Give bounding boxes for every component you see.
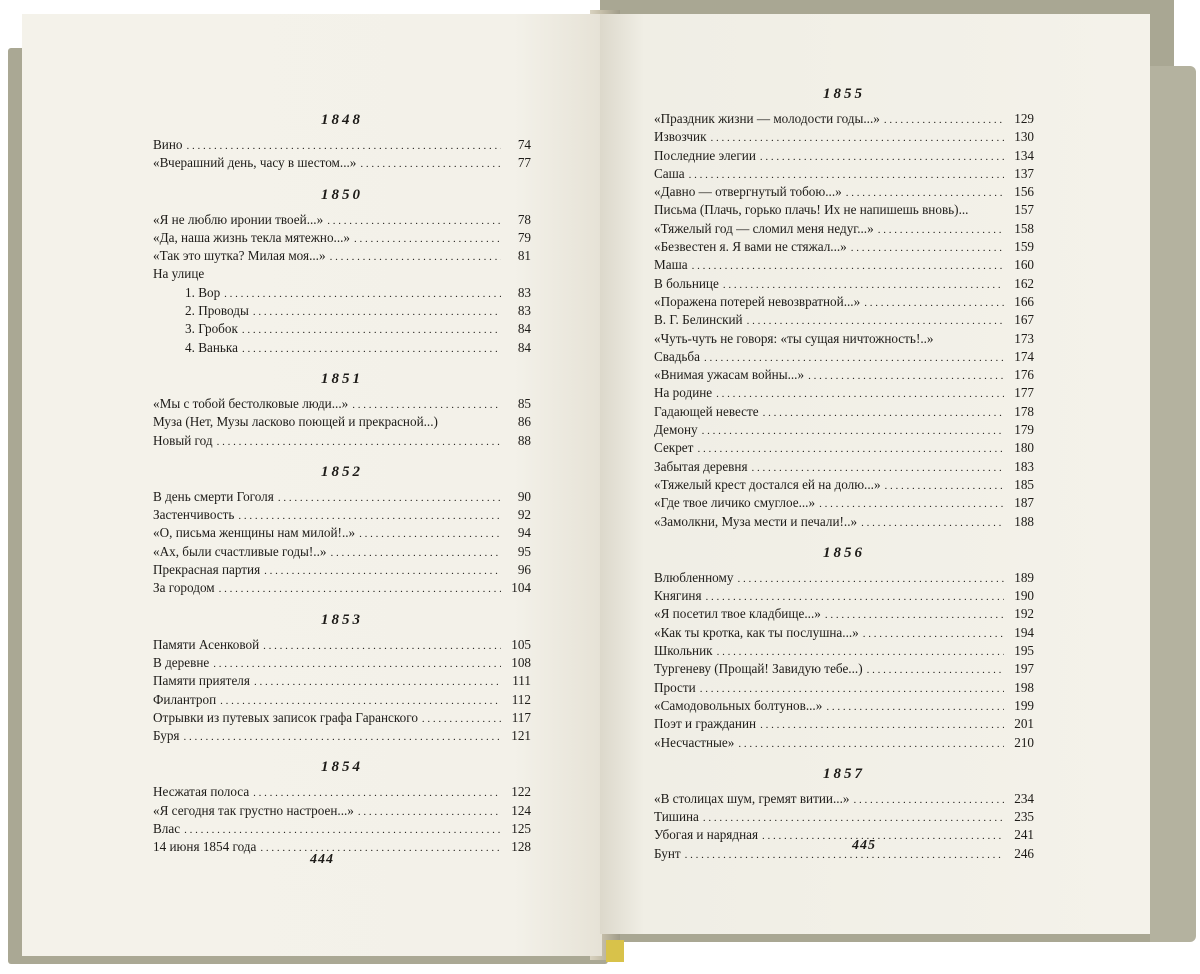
dot-leader xyxy=(331,544,502,562)
section-gap xyxy=(153,598,531,608)
toc-entry-page: 104 xyxy=(511,580,531,596)
toc-entry xyxy=(654,845,1034,863)
toc-entry xyxy=(654,458,1034,476)
toc-entry xyxy=(654,403,1034,421)
toc-entry-title: Несжатая полоса xyxy=(153,784,250,800)
toc-entry-page: 128 xyxy=(511,839,531,855)
toc-entry-page: 167 xyxy=(1014,312,1034,328)
toc-entry-page: 188 xyxy=(1014,513,1034,529)
right-page-contents xyxy=(654,82,1034,863)
toc-entry xyxy=(153,691,531,709)
toc-entry-title: Извозчик xyxy=(654,129,707,145)
toc-entry-title: 4. Ванька xyxy=(185,339,238,355)
dot-leader xyxy=(327,212,501,230)
toc-entry-title: На улице xyxy=(153,266,205,282)
toc-entry-page: 74 xyxy=(517,137,531,152)
dot-leader xyxy=(278,489,501,507)
toc-entry xyxy=(153,211,531,229)
toc-entry-title: Прости xyxy=(654,679,696,695)
toc-entry-page: 160 xyxy=(1014,257,1034,273)
toc-entry-page: 201 xyxy=(1014,716,1034,732)
toc-entry xyxy=(153,339,531,357)
dot-leader xyxy=(242,340,501,358)
toc-entry-page: 79 xyxy=(517,229,531,245)
toc-entry xyxy=(654,605,1034,623)
toc-entry xyxy=(153,229,531,247)
toc-entry-page: 77 xyxy=(517,155,531,171)
section-gap xyxy=(153,173,531,183)
year-heading: 1850 xyxy=(321,186,363,203)
year-heading: 1857 xyxy=(823,765,865,782)
toc-entry-title: «О, письма женщины нам милой!..» xyxy=(153,525,356,541)
year-heading: 1852 xyxy=(321,463,363,480)
toc-entry xyxy=(654,311,1034,329)
toc-entry-title: Убогая и нарядная xyxy=(654,827,759,843)
toc-entry-page: 83 xyxy=(517,284,531,300)
dot-leader xyxy=(217,433,501,451)
toc-entry-page: 197 xyxy=(1014,661,1034,677)
toc-entry xyxy=(654,587,1034,605)
dot-leader xyxy=(738,735,1004,753)
toc-entry-title: «Несчастные» xyxy=(654,734,735,750)
dot-leader xyxy=(187,137,501,155)
toc-entry xyxy=(654,697,1034,715)
toc-entry-page: 194 xyxy=(1014,624,1034,640)
toc-entry-page: 183 xyxy=(1014,458,1034,474)
toc-entry xyxy=(654,421,1034,439)
toc-entry xyxy=(654,679,1034,697)
toc-entry-title: Последние элегии xyxy=(654,147,756,163)
toc-entry-page: 88 xyxy=(517,432,531,448)
toc-entry-page: 112 xyxy=(511,691,531,707)
dot-leader xyxy=(867,661,1004,679)
toc-entry xyxy=(153,838,531,856)
toc-entry-page: 173 xyxy=(1014,330,1034,346)
toc-entry-page: 174 xyxy=(1014,348,1034,364)
dot-leader xyxy=(260,839,501,857)
toc-entry xyxy=(654,183,1034,201)
toc-entry-title: Саша xyxy=(654,165,685,181)
toc-entry xyxy=(153,802,531,820)
toc-entry-page: 111 xyxy=(512,673,531,689)
toc-entry xyxy=(153,413,531,431)
toc-entry xyxy=(654,348,1034,366)
toc-entry-title: Буря xyxy=(153,728,180,744)
toc-entry-title: В деревне xyxy=(153,654,210,670)
dot-leader xyxy=(358,803,501,821)
toc-entry-title: Забытая деревня xyxy=(654,458,748,474)
dot-leader xyxy=(760,716,1004,734)
toc-entry-page: 129 xyxy=(1014,111,1034,126)
toc-entry xyxy=(654,275,1034,293)
dot-leader xyxy=(220,692,501,710)
toc-entry xyxy=(153,783,531,801)
dot-leader xyxy=(184,821,501,839)
dot-leader xyxy=(352,396,501,414)
toc-entry-title: Гадающей невесте xyxy=(654,403,759,419)
dot-leader xyxy=(359,525,501,543)
toc-entry-page: 178 xyxy=(1014,403,1034,419)
year-heading: 1856 xyxy=(823,544,865,561)
toc-entry-title: Новый год xyxy=(153,432,213,448)
toc-entry-page: 234 xyxy=(1014,790,1034,806)
section-gap xyxy=(153,745,531,755)
toc-entry-title: За городом xyxy=(153,580,215,596)
toc-entry-page: 195 xyxy=(1014,643,1034,659)
toc-entry-page: 198 xyxy=(1014,679,1034,695)
toc-entry xyxy=(654,624,1034,642)
left-page-contents xyxy=(153,108,531,857)
toc-entry xyxy=(153,247,531,265)
toc-entry-title: В. Г. Белинский xyxy=(654,312,743,328)
toc-entry-page: 180 xyxy=(1014,440,1034,456)
year-heading: 1855 xyxy=(823,86,865,102)
toc-entry-page: 187 xyxy=(1014,495,1034,511)
toc-entry-page: 166 xyxy=(1014,293,1034,309)
toc-entry-title: «Как ты кротка, как ты послушна...» xyxy=(654,624,859,640)
toc-entry xyxy=(153,654,531,672)
toc-entry xyxy=(654,439,1034,457)
toc-entry-page: 83 xyxy=(517,303,531,319)
toc-entry-page: 78 xyxy=(517,211,531,227)
toc-entry-title: «Давно — отвергнутый тобою...» xyxy=(654,184,842,200)
dot-leader xyxy=(717,643,1004,661)
toc-entry-page: 185 xyxy=(1014,476,1034,492)
dot-leader xyxy=(253,303,501,321)
section-gap xyxy=(654,752,1034,762)
dot-leader xyxy=(861,514,1004,532)
toc-entry-page: 124 xyxy=(511,802,531,818)
toc-entry-title: Поэт и гражданин xyxy=(654,716,757,732)
toc-entry-title: Муза (Нет, Музы ласково поющей и прекрасной...) xyxy=(153,414,438,430)
toc-entry xyxy=(654,715,1034,733)
toc-entry-page: 235 xyxy=(1014,809,1034,825)
toc-entry-title: «Где твое личико смуглое...» xyxy=(654,495,816,511)
dot-leader xyxy=(884,111,1004,129)
dot-leader xyxy=(760,148,1004,166)
toc-entry-page: 105 xyxy=(511,636,531,652)
dot-leader xyxy=(864,294,1004,312)
toc-entry-title: В день смерти Гоголя xyxy=(153,488,274,504)
toc-entry-page: 179 xyxy=(1014,422,1034,438)
toc-entry-title: Тишина xyxy=(654,809,699,825)
toc-entry xyxy=(153,432,531,450)
toc-entry xyxy=(654,476,1034,494)
toc-entry xyxy=(153,820,531,838)
dot-leader xyxy=(184,728,502,746)
toc-entry xyxy=(654,513,1034,531)
dot-leader xyxy=(422,710,501,728)
dot-leader xyxy=(704,349,1004,367)
dot-leader xyxy=(697,440,1004,458)
toc-entry-page: 90 xyxy=(517,488,531,504)
toc-entry-title: «В столицах шум, гремят витии...» xyxy=(654,790,850,806)
toc-entry-title: На родине xyxy=(654,385,713,401)
toc-entry-title: «Мы с тобой бестолковые люди...» xyxy=(153,395,349,411)
toc-entry-page: 121 xyxy=(511,728,531,744)
toc-entry xyxy=(153,506,531,524)
toc-entry-title: Памяти Асенковой xyxy=(153,636,260,652)
dot-leader xyxy=(851,239,1004,257)
toc-entry-title: «Внимая ужасам войны...» xyxy=(654,367,805,383)
toc-entry-page: 81 xyxy=(517,248,531,264)
toc-entry-title: 14 июня 1854 года xyxy=(153,839,257,855)
toc-entry-title: «Тяжелый год — сломил меня недуг...» xyxy=(654,220,874,236)
toc-entry-title: 3. Гробок xyxy=(185,321,238,337)
toc-entry-title: «Я посетил твое кладбище...» xyxy=(654,606,821,622)
dot-leader xyxy=(825,606,1004,624)
toc-entry xyxy=(654,494,1034,512)
toc-entry xyxy=(153,284,531,302)
dot-leader xyxy=(826,698,1004,716)
dot-leader xyxy=(330,248,501,266)
toc-entry-title: Вино xyxy=(153,137,183,152)
dot-leader xyxy=(737,570,1004,588)
dot-leader xyxy=(846,184,1004,202)
toc-entry-page: 162 xyxy=(1014,275,1034,291)
dot-leader xyxy=(763,404,1004,422)
section-gap xyxy=(153,357,531,367)
section-gap xyxy=(654,531,1034,541)
dot-leader xyxy=(762,827,1004,845)
toc-entry-page: 159 xyxy=(1014,239,1034,255)
toc-entry-title: 1. Вор xyxy=(185,284,221,300)
toc-entry xyxy=(654,128,1034,146)
toc-entry-page: 108 xyxy=(511,654,531,670)
toc-entry-title: «Да, наша жизнь текла мятежно...» xyxy=(153,229,351,245)
toc-entry-title: Маша xyxy=(654,257,688,273)
toc-entry-page: 241 xyxy=(1014,827,1034,843)
toc-entry-page: 85 xyxy=(517,395,531,411)
toc-entry-title: Школьник xyxy=(654,643,713,659)
toc-entry xyxy=(654,790,1034,808)
toc-entry xyxy=(654,147,1034,165)
toc-entry xyxy=(153,561,531,579)
dot-leader xyxy=(242,321,501,339)
toc-entry-title: «Так это шутка? Милая моя...» xyxy=(153,248,326,264)
toc-entry-page: 157 xyxy=(1014,202,1034,218)
toc-entry-page: 246 xyxy=(1014,845,1034,861)
toc-entry xyxy=(654,256,1034,274)
toc-entry-title: Секрет xyxy=(654,440,694,456)
toc-entry-title: Бунт xyxy=(654,845,681,861)
toc-entry xyxy=(654,165,1034,183)
toc-entry-title: Тургеневу (Прощай! Завидую тебе...) xyxy=(654,661,863,677)
toc-entry xyxy=(153,727,531,745)
toc-entry xyxy=(153,136,531,154)
dot-leader xyxy=(238,507,501,525)
toc-entry xyxy=(654,826,1034,844)
dot-leader xyxy=(224,285,501,303)
toc-entry-page: 130 xyxy=(1014,129,1034,145)
toc-entry xyxy=(153,488,531,506)
dot-leader xyxy=(716,385,1004,403)
dot-leader xyxy=(853,791,1004,809)
toc-entry-page: 134 xyxy=(1014,147,1034,163)
toc-entry-title: Прекрасная партия xyxy=(153,562,261,578)
dot-leader xyxy=(360,155,501,173)
toc-entry-title: «Безвестен я. Я вами не стяжал...» xyxy=(654,239,847,255)
dot-leader xyxy=(213,655,501,673)
dot-leader xyxy=(747,312,1004,330)
toc-entry-title: Демону xyxy=(654,422,698,438)
toc-entry xyxy=(654,293,1034,311)
dot-leader xyxy=(219,580,501,598)
dot-leader xyxy=(752,459,1004,477)
dot-leader xyxy=(700,680,1004,698)
bookmark-ribbon xyxy=(606,940,624,962)
year-heading: 1848 xyxy=(321,112,363,128)
toc-entry xyxy=(654,808,1034,826)
toc-entry-page: 199 xyxy=(1014,697,1034,713)
page-number-left: 444 xyxy=(310,852,334,867)
toc-entry-page: 189 xyxy=(1014,569,1034,585)
toc-entry-page: 158 xyxy=(1014,220,1034,236)
page-number-right: 445 xyxy=(852,838,876,853)
dot-leader xyxy=(354,230,501,248)
toc-entry xyxy=(654,660,1034,678)
toc-entry-page: 192 xyxy=(1014,606,1034,622)
toc-entry-page: 176 xyxy=(1014,367,1034,383)
toc-entry-title: «Вчерашний день, часу в шестом...» xyxy=(153,155,357,171)
toc-entry-title: «Самодовольных болтунов...» xyxy=(654,697,823,713)
toc-entry-title: «Тяжелый крест достался ей на долю...» xyxy=(654,476,881,492)
dot-leader xyxy=(254,673,501,691)
toc-entry xyxy=(654,734,1034,752)
toc-entry-page: 94 xyxy=(517,525,531,541)
toc-entry xyxy=(153,395,531,413)
toc-entry-title: Свадьба xyxy=(654,348,700,364)
section-gap xyxy=(153,450,531,460)
toc-entry xyxy=(153,302,531,320)
toc-entry-page: 122 xyxy=(511,784,531,800)
toc-entry-title: Влас xyxy=(153,821,181,837)
toc-entry xyxy=(654,330,1034,348)
dot-leader xyxy=(703,809,1004,827)
dot-leader xyxy=(878,221,1004,239)
year-heading: 1853 xyxy=(321,611,363,628)
toc-entry-page: 210 xyxy=(1014,734,1034,750)
dot-leader xyxy=(685,846,1004,864)
year-heading: 1851 xyxy=(321,370,363,387)
toc-entry xyxy=(153,543,531,561)
toc-entry xyxy=(153,636,531,654)
toc-entry-page: 177 xyxy=(1014,385,1034,401)
dot-leader xyxy=(885,477,1004,495)
dot-leader xyxy=(689,166,1004,184)
toc-entry xyxy=(153,672,531,690)
toc-entry xyxy=(654,569,1034,587)
dot-leader xyxy=(253,784,501,802)
toc-entry-page: 190 xyxy=(1014,588,1034,604)
year-heading: 1854 xyxy=(321,759,363,776)
toc-entry-title: Филантроп xyxy=(153,691,217,707)
dot-leader xyxy=(808,367,1004,385)
toc-entry xyxy=(153,154,531,172)
toc-entry xyxy=(654,238,1034,256)
toc-entry xyxy=(153,579,531,597)
toc-entry-page: 92 xyxy=(517,507,531,523)
toc-entry-title: «Я сегодня так грустно настроен...» xyxy=(153,802,354,818)
toc-entry-title: Застенчивость xyxy=(153,507,235,523)
toc-entry-title: 2. Проводы xyxy=(185,303,249,319)
toc-entry-title: Княгиня xyxy=(654,588,702,604)
dot-leader xyxy=(263,637,501,655)
toc-entry xyxy=(654,110,1034,128)
toc-entry-title: Письма (Плачь, горько плачь! Их не напишешь вновь)... xyxy=(654,202,969,218)
toc-entry-page: 96 xyxy=(517,562,531,578)
dot-leader xyxy=(692,257,1004,275)
toc-entry-page: 156 xyxy=(1014,184,1034,200)
toc-entry-title: Влюбленному xyxy=(654,569,734,585)
toc-entry xyxy=(153,709,531,727)
book-cover-edge xyxy=(1150,66,1196,942)
toc-entry-page: 84 xyxy=(517,321,531,337)
toc-entry-page: 84 xyxy=(517,339,531,355)
toc-entry-title: «Чуть-чуть не говоря: «ты сущая ничтожность!..» xyxy=(654,330,934,346)
toc-entry xyxy=(654,366,1034,384)
toc-entry-page: 125 xyxy=(511,821,531,837)
dot-leader xyxy=(264,562,501,580)
toc-entry xyxy=(654,384,1034,402)
toc-entry-page: 137 xyxy=(1014,165,1034,181)
toc-entry-title: «Я не люблю иронии твоей...» xyxy=(153,211,324,227)
toc-entry-title: «Праздник жизни — молодости годы...» xyxy=(654,111,880,126)
toc-entry-title: «Ах, были счастливые годы!..» xyxy=(153,543,327,559)
toc-entry-title: Памяти приятеля xyxy=(153,673,250,689)
dot-leader xyxy=(706,588,1004,606)
toc-entry xyxy=(153,320,531,338)
toc-entry-title: «Поражена потерей невозвратной...» xyxy=(654,293,861,309)
toc-entry xyxy=(654,220,1034,238)
dot-leader xyxy=(863,625,1004,643)
toc-entry-page: 95 xyxy=(517,543,531,559)
toc-entry-page: 117 xyxy=(511,709,531,725)
dot-leader xyxy=(819,495,1004,513)
toc-entry xyxy=(153,524,531,542)
toc-entry-title: В больнице xyxy=(654,275,719,291)
toc-entry-title: Отрывки из путевых записок графа Гаранского xyxy=(153,709,418,725)
dot-leader xyxy=(711,129,1004,147)
toc-entry xyxy=(654,201,1034,219)
toc-entry xyxy=(654,642,1034,660)
dot-leader xyxy=(702,422,1004,440)
dot-leader xyxy=(723,276,1004,294)
toc-entry-title: «Замолкни, Муза мести и печали!..» xyxy=(654,513,858,529)
toc-entry-page: 86 xyxy=(517,414,531,430)
toc-entry xyxy=(153,265,531,283)
